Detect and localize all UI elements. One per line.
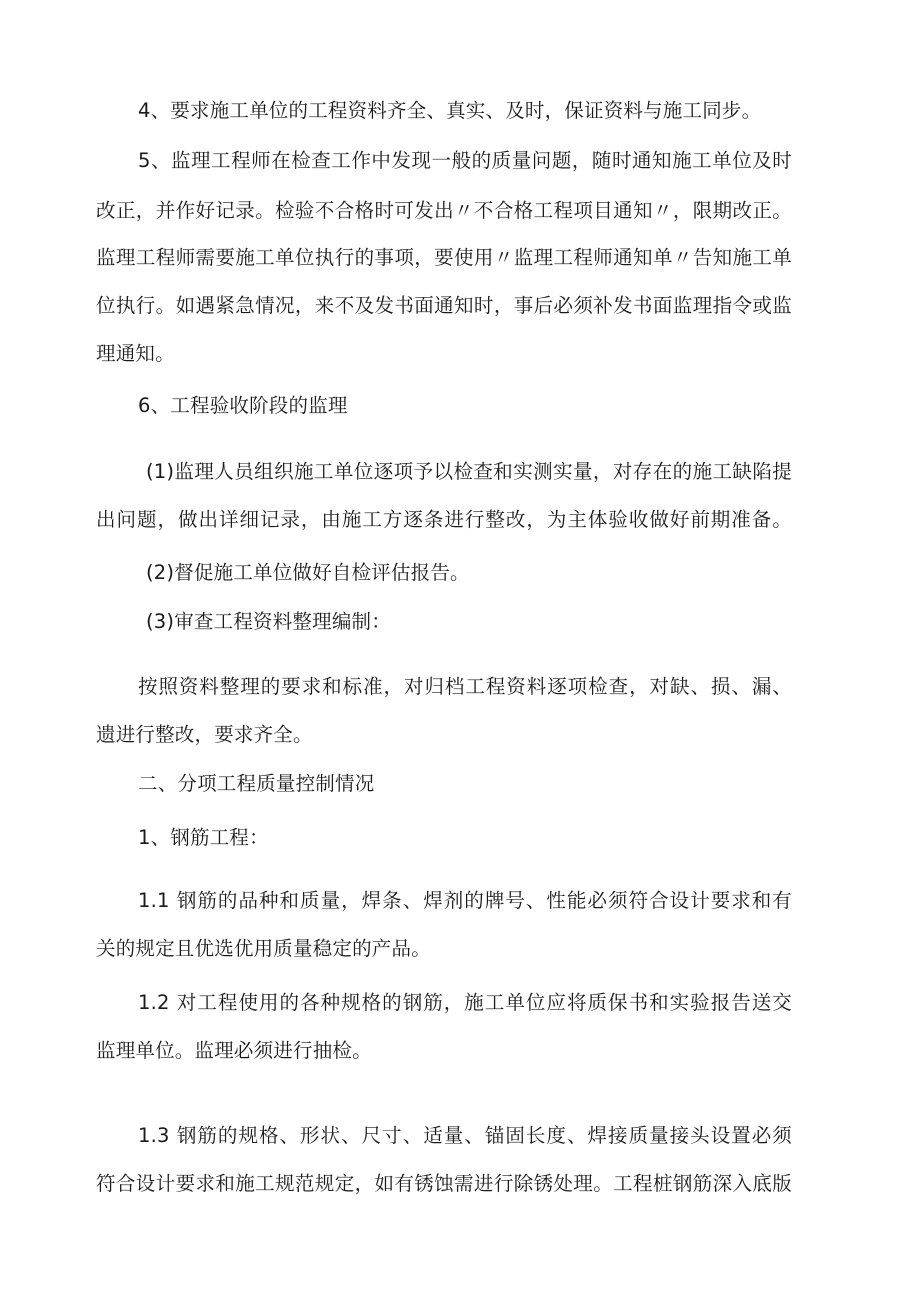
item-2: (2)督促施工单位做好自检评估报告。 (146, 561, 470, 584)
paragraph-5-line-5: 理通知。 (96, 342, 175, 365)
paragraph-4: 4、要求施工单位的工程资料齐全、真实、及时，保证资料与施工同步。 (138, 99, 762, 122)
item-3: (3)审查工程资料整理编制： (146, 610, 391, 633)
item-1-1-line-2: 关的规定且优选优用质量稳定的产品。 (96, 937, 431, 960)
paragraph-5-line-4: 位执行。如遇紧急情况，来不及发书面通知时，事后必须补发书面监理指令或监 (96, 294, 792, 317)
archive-paragraph-line-1: 按照资料整理的要求和标准，对归档工程资料逐项检查，对缺、损、漏、 (138, 675, 792, 698)
item-1-2-line-2: 监理单位。监理必须进行抽检。 (96, 1039, 372, 1062)
section-6-heading: 6、工程验收阶段的监理 (138, 394, 348, 417)
archive-paragraph-line-2: 遗进行整改，要求齐全。 (96, 723, 313, 746)
paragraph-5-line-1: 5、监理工程师在检查工作中发现一般的质量问题，随时通知施工单位及时 (138, 149, 792, 172)
item-1-2-line-1: 1.2 对工程使用的各种规格的钢筋，施工单位应将质保书和实验报告送交 (138, 991, 792, 1014)
item-1-1-line-1: 1.1 钢筋的品种和质量，焊条、焊剂的牌号、性能必须符合设计要求和有 (138, 889, 792, 912)
item-1-line-2: 出问题，做出详细记录，由施工方逐条进行整改，为主体验收做好前期准备。 (96, 508, 792, 531)
item-1-line-1: (1)监理人员组织施工单位逐项予以检查和实测实量，对存在的施工缺陷提 (146, 460, 792, 483)
item-1-3-line-2: 符合设计要求和施工规范规定，如有锈蚀需进行除锈处理。工程桩钢筋深入底版 (96, 1172, 792, 1195)
section-2-heading: 二、分项工程质量控制情况 (138, 772, 375, 795)
rebar-heading: 1、钢筋工程： (138, 826, 269, 849)
paragraph-5-line-2: 改正，并作好记录。检验不合格时可发出〃不合格工程项目通知〃，限期改正。 (96, 199, 792, 222)
paragraph-5-line-3: 监理工程师需要施工单位执行的事项，要使用〃监理工程师通知单〃告知施工单 (96, 246, 792, 269)
item-1-3-line-1: 1.3 钢筋的规格、形状、尺寸、适量、锚固长度、焊接质量接头设置必须 (138, 1124, 792, 1147)
